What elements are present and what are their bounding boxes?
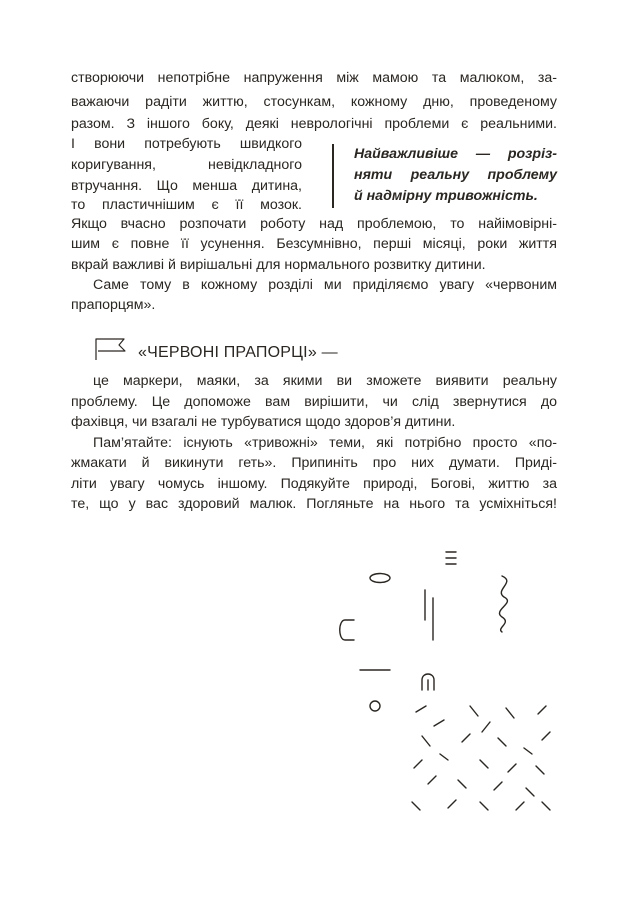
body-line: створюючи непотрібне напруження між мамою та малюком, за- (71, 70, 557, 86)
doodle-decoration (330, 540, 570, 830)
section-heading: «ЧЕРВОНІ ПРАПОРЦІ» — (138, 344, 338, 361)
column-line: І вони потребують швидкого (71, 136, 302, 152)
pullquote-line: й надмірну тривожність. (354, 188, 538, 204)
column-line: коригування, невідкладного (71, 157, 302, 173)
body-line: Пам’ятайте: існують «тривожні» теми, які потрібно просто «по- (93, 435, 557, 451)
body-line: жмакати й викинути геть». Припиніть про них думати. Приді- (71, 455, 557, 471)
column-line: втручання. Що менша дитина, (71, 178, 302, 194)
body-line: прапорцям». (71, 297, 156, 313)
body-line: те, що у вас здоровий малюк. Погляньте на нього та усміхніться! (71, 496, 557, 512)
flag-outline-icon (94, 336, 128, 362)
column-line: то пластичнішим є її мозок. (71, 197, 302, 213)
body-line: літи увагу чомусь іншому. Подякуйте природі, Богові, життю за (71, 476, 557, 492)
definition-line: фахівця, чи взагалі не турбуватися щодо здоров’я дитини. (71, 414, 456, 430)
pullquote-line: няти реальну проблему (354, 167, 557, 183)
body-line: вкрай важливі й вирішальні для нормального розвитку дитини. (71, 257, 486, 273)
body-line: разом. З іншого боку, деякі неврологічні проблеми є реальними. (71, 116, 557, 132)
definition-line: це маркери, маяки, за якими ви зможете виявити реальну (93, 373, 557, 389)
pullquote-line: Найважливіше — розріз- (354, 146, 557, 162)
pullquote-rule (332, 144, 334, 208)
definition-line: проблему. Це допоможе вам вирішити, чи слід звернутися до (71, 394, 557, 410)
body-line: шим є повне її усунення. Безсумнівно, перші місяці, роки життя (71, 236, 557, 252)
body-line: Саме тому в кожному розділі ми приділяємо увагу «червоним (93, 277, 557, 293)
body-line: важаючи радіти життю, стосункам, кожному дню, проведеному (71, 94, 557, 110)
body-line: Якщо вчасно розпочати роботу над проблемою, то найімовірні- (71, 216, 557, 232)
